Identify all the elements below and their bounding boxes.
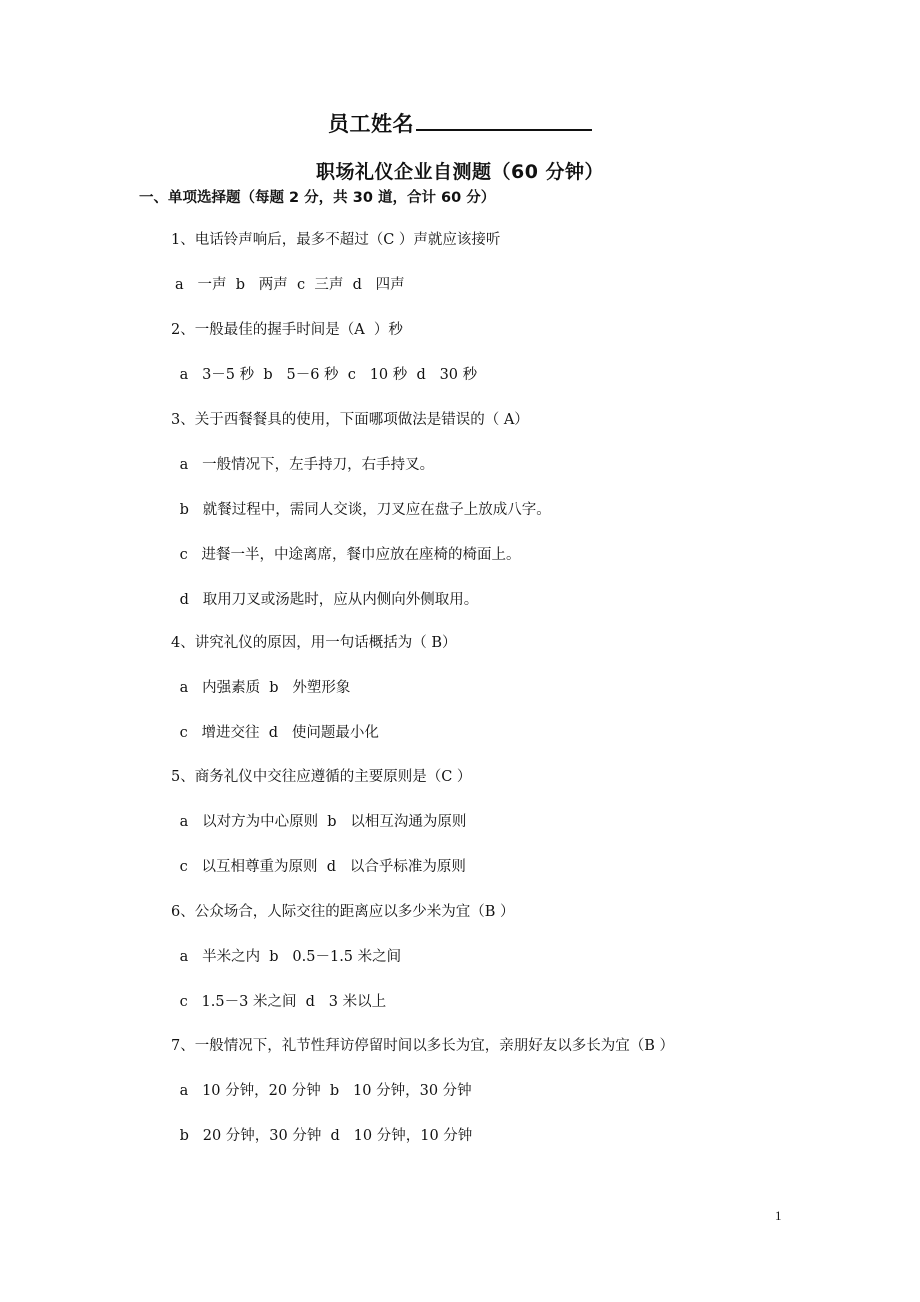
option-line: c 以互相尊重为原则 d 以合乎标准为原则 xyxy=(175,859,466,875)
option-line: a 10 分钟，20 分钟 b 10 分钟，30 分钟 xyxy=(175,1083,472,1099)
option-line: b 就餐过程中，需同人交谈，刀叉应在盘子上放成八字。 xyxy=(175,502,551,518)
employee-name-line xyxy=(0,108,920,138)
option-line: a 一般情况下，左手持刀，右手持叉。 xyxy=(175,457,435,473)
option-line: c 1.5－3 米之间 d 3 米以上 xyxy=(175,994,387,1010)
employee-name-label: 员工姓名 xyxy=(328,112,414,136)
question-text: 6、公众场合，人际交往的距离应以多少米为宜（B ） xyxy=(171,904,515,920)
option-line: d 取用刀叉或汤匙时，应从内侧向外侧取用。 xyxy=(175,592,479,608)
option-line: c 进餐一半，中途离席，餐巾应放在座椅的椅面上。 xyxy=(175,547,521,563)
employee-name-blank xyxy=(416,109,592,131)
question-text: 5、商务礼仪中交往应遵循的主要原则是（C ） xyxy=(171,769,472,785)
option-line: a 3－5 秒 b 5－6 秒 c 10 秒 d 30 秒 xyxy=(175,367,478,383)
page-number: 1 xyxy=(775,1208,782,1223)
question-text: 3、关于西餐餐具的使用，下面哪项做法是错误的（ A） xyxy=(171,412,529,428)
question-text: 2、一般最佳的握手时间是（A ）秒 xyxy=(171,322,403,338)
question-text: 4、讲究礼仪的原因，用一句话概括为（ B） xyxy=(171,635,457,651)
question-text: 1、电话铃声响后，最多不超过（C ）声就应该接听 xyxy=(171,232,501,248)
option-line: a 一声 b 两声 c 三声 d 四声 xyxy=(175,277,405,293)
section-heading: 一、单项选择题（每题 2 分，共 30 道，合计 60 分） xyxy=(139,190,496,206)
option-line: b 20 分钟，30 分钟 d 10 分钟，10 分钟 xyxy=(175,1128,473,1144)
option-line: c 增进交往 d 使问题最小化 xyxy=(175,725,379,741)
document-title: 职场礼仪企业自测题（60 分钟） xyxy=(315,161,605,183)
option-line: a 以对方为中心原则 b 以相互沟通为原则 xyxy=(175,814,467,830)
option-line: a 半米之内 b 0.5－1.5 米之间 xyxy=(175,949,402,965)
question-text: 7、一般情况下，礼节性拜访停留时间以多长为宜，亲朋好友以多长为宜（B ） xyxy=(171,1038,674,1054)
option-line: a 内强素质 b 外塑形象 xyxy=(175,680,351,696)
